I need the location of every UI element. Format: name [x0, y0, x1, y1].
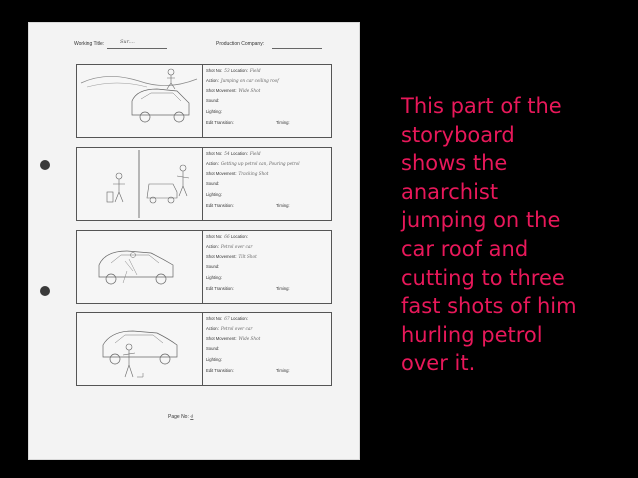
action-label: Action: — [206, 161, 219, 166]
edit-transition-label: Edit Transition: — [206, 286, 234, 291]
action-value: Petrol over car — [220, 326, 253, 331]
edit-transition-label: Edit Transition: — [206, 120, 234, 125]
shot-no-label: Shot No: — [206, 316, 223, 321]
slide-caption: This part of the storyboard shows the anarchist jumping on the car roof and cutting to three fast shots of him hurling petrol over it. — [401, 94, 577, 376]
punch-hole-bottom — [40, 286, 50, 296]
location-label: Location: — [230, 316, 248, 321]
working-title-value: Sur.... — [120, 39, 135, 45]
shot-movement-label: Shot Movement: — [206, 171, 237, 176]
shot-movement-value: Tilt Shot — [238, 254, 257, 259]
page-no-label: Page No: — [168, 414, 189, 420]
sound-label: Sound: — [206, 346, 220, 351]
lighting-label: Lighting: — [206, 109, 222, 114]
shot-movement-label: Shot Movement: — [206, 88, 237, 93]
action-label: Action: — [206, 326, 219, 331]
shot-no-label: Shot No: — [206, 68, 223, 73]
page-number — [168, 414, 193, 420]
shot-movement-label: Shot Movement: — [206, 336, 237, 341]
storyboard-sheet — [28, 22, 360, 460]
shot-movement-value: Tracking Shot — [238, 171, 269, 176]
storyboard-panel-3 — [76, 230, 332, 304]
storyboard-panel-2 — [76, 147, 332, 221]
location-label: Location: — [230, 234, 248, 239]
timing-label: Timing: — [276, 286, 290, 291]
shot-no-label: Shot No: — [206, 234, 223, 239]
panel-sketch-car-roof-jump — [77, 65, 203, 137]
shot-no-value: 66 — [224, 234, 230, 239]
storyboard-panel-4 — [76, 312, 332, 386]
panel-sketch-wide-petrol — [77, 313, 203, 385]
shot-movement-label: Shot Movement: — [206, 254, 237, 259]
action-label: Action: — [206, 78, 219, 83]
sheet-header — [74, 38, 334, 52]
location-value: Field — [249, 68, 261, 73]
edit-transition-label: Edit Transition: — [206, 203, 234, 208]
timing-label: Timing: — [276, 368, 290, 373]
shot-no-label: Shot No: — [206, 151, 223, 156]
shot-movement-value: Wide Shot — [238, 336, 261, 341]
working-title-label: Working Title: — [74, 41, 105, 47]
punch-hole-top — [40, 160, 50, 170]
timing-label: Timing: — [276, 203, 290, 208]
shot-no-value: 53 — [224, 68, 230, 73]
page-no-value: 4 — [190, 414, 194, 420]
shot-movement-value: Wide Shot — [238, 88, 261, 93]
location-label: Location: — [230, 68, 248, 73]
action-value: Jumping on car ceiling roof — [220, 78, 279, 83]
action-value: Getting up petrol can, Pouring petrol — [220, 161, 300, 166]
timing-label: Timing: — [276, 120, 290, 125]
lighting-label: Lighting: — [206, 275, 222, 280]
panel-sketch-petrol-can — [77, 148, 203, 220]
location-value: Field — [249, 151, 261, 156]
sound-label: Sound: — [206, 98, 220, 103]
storyboard-panel-1 — [76, 64, 332, 138]
lighting-label: Lighting: — [206, 192, 222, 197]
shot-no-value: 54 — [224, 151, 230, 156]
action-label: Action: — [206, 244, 219, 249]
sound-label: Sound: — [206, 264, 220, 269]
location-label: Location: — [230, 151, 248, 156]
sound-label: Sound: — [206, 181, 220, 186]
lighting-label: Lighting: — [206, 357, 222, 362]
edit-transition-label: Edit Transition: — [206, 368, 234, 373]
shot-no-value: 67 — [224, 316, 230, 321]
action-value: Petrol over car — [220, 244, 253, 249]
production-company-label: Production Company: — [216, 41, 265, 47]
panel-sketch-petrol-over-car — [77, 231, 203, 303]
